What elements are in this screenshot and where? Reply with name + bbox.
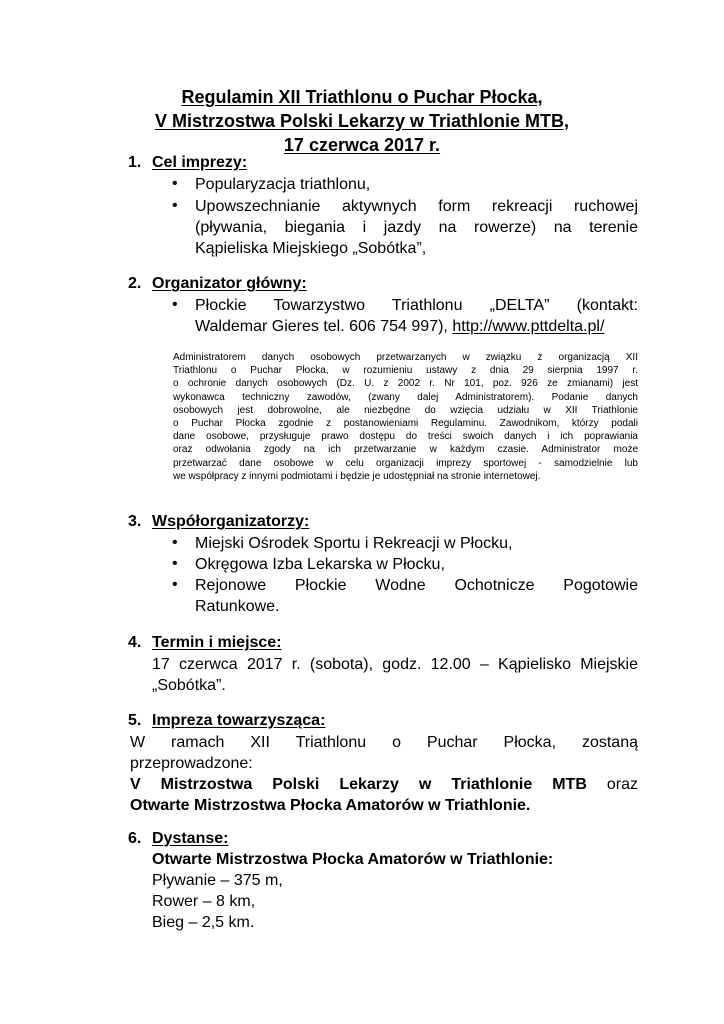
- bold-event-name: V Mistrzostwa Polski Lekarzy w Triathlonie MTB: [130, 776, 587, 793]
- section-5-body: [130, 732, 638, 816]
- bullet-icon: •: [172, 576, 178, 593]
- body-line: [152, 849, 638, 870]
- bullet-icon: •: [172, 197, 178, 214]
- bullet-text-line: Kąpieliska Miejskiego „Sobótka”,: [195, 240, 427, 257]
- section-4-number: 4.: [128, 634, 142, 651]
- privacy-notice: [173, 351, 638, 483]
- contact-text: Waldemar Gieres tel. 606 754 997),: [195, 318, 453, 335]
- section-4-body: [152, 654, 638, 696]
- privacy-line: wykonawca techniczny zawodów, (zwany dalej Administratorem). Podanie danych: [173, 391, 638, 403]
- section-1-number: 1.: [128, 154, 142, 171]
- privacy-line: dane osobowe, przysługuje prawo dostępu do treści swoich danych i ich poprawiania: [173, 431, 638, 443]
- bullet-text-line: Ratunkowe.: [195, 598, 280, 615]
- privacy-line: oraz odwołania zgody na ich przetwarzanie w każdym czasie. Administrator może: [173, 444, 638, 456]
- section-1-bullet-1: [195, 174, 638, 195]
- bullet-text-line: (pływania, biegania i jazdy na rowerze) na terenie: [195, 219, 638, 236]
- section-2-heading: Organizator główny:: [152, 275, 307, 292]
- website-link[interactable]: http://www.pttdelta.pl/: [452, 318, 605, 335]
- distance-subheading: Otwarte Mistrzostwa Płocka Amatorów w Triathlonie:: [152, 851, 554, 868]
- section-3-heading: Współorganizatorzy:: [152, 513, 310, 530]
- privacy-line: we współpracy z innymi podmiotami i będzie je udostępniał na stronie internetowej.: [173, 470, 541, 482]
- privacy-line: osobowych jest dobrowolne, ale niezbędne do wzięcia udziału w XII Triathlonie: [173, 404, 638, 416]
- bullet-text: Popularyzacja triathlonu,: [195, 176, 371, 193]
- bullet-text-line: Płockie Towarzystwo Triathlonu „DELTA” (kontakt:: [195, 297, 638, 314]
- title-line-2: V Mistrzostwa Polski Lekarzy w Triathlonie MTB,: [154, 111, 570, 131]
- distance-swim: Pływanie – 375 m,: [152, 872, 283, 889]
- section-2-bullet-1: [195, 295, 638, 337]
- body-text: oraz: [586, 776, 639, 793]
- body-line: 17 czerwca 2017 r. (sobota), godz. 12.00 – Kąpielisko Miejskie: [152, 656, 638, 673]
- section-6-heading: Dystanse:: [152, 830, 229, 847]
- body-line: [130, 774, 638, 795]
- privacy-line: o Puchar Płocka zgodnie z postanowieniami Regulaminu. Zawodnikom, którzy podali: [173, 418, 638, 430]
- section-3-number: 3.: [128, 513, 142, 530]
- section-3-bullet-1: [195, 533, 638, 554]
- section-5-number: 5.: [128, 712, 142, 729]
- body-line: [130, 795, 638, 816]
- section-2-number: 2.: [128, 275, 142, 292]
- privacy-line: przetwarzać dane osobowe w celu organizacji imprezy sportowej - samodzielnie lub: [173, 457, 638, 469]
- bold-event-name: Otwarte Mistrzostwa Płocka Amatorów w Triathlonie.: [130, 797, 531, 814]
- section-1-heading: Cel imprezy:: [152, 154, 248, 171]
- distance-bike: Rower – 8 km,: [152, 893, 256, 910]
- bullet-icon: •: [172, 175, 178, 192]
- bullet-text: Miejski Ośrodek Sportu i Rekreacji w Płocku,: [195, 535, 513, 552]
- section-5-heading: Impreza towarzysząca:: [152, 712, 326, 729]
- section-6-number: 6.: [128, 830, 142, 847]
- body-line: przeprowadzone:: [130, 755, 253, 772]
- bullet-icon: •: [172, 534, 178, 551]
- section-4-heading: Termin i miejsce:: [152, 634, 282, 651]
- title-line-1: Regulamin XII Triathlonu o Puchar Płocka,: [181, 87, 543, 107]
- body-line: W ramach XII Triathlonu o Puchar Płocka, zostaną: [130, 734, 638, 751]
- bullet-icon: •: [172, 296, 178, 313]
- bullet-text-line: [195, 316, 638, 337]
- section-3-bullet-2: [195, 554, 638, 575]
- distance-run: Bieg – 2,5 km.: [152, 914, 255, 931]
- bullet-text-line: Upowszechnianie aktywnych form rekreacji ruchowej: [195, 198, 638, 215]
- section-3-bullet-3: [195, 575, 638, 617]
- bullet-icon: •: [172, 555, 178, 572]
- title-line-3: 17 czerwca 2017 r.: [283, 135, 441, 155]
- bullet-text-line: Rejonowe Płockie Wodne Ochotnicze Pogotowie: [195, 577, 638, 594]
- body-line: „Sobótka”.: [152, 677, 226, 694]
- privacy-line: o ochronie danych osobowych (Dz. U. z 2002 r. Nr 101, poz. 926 ze zmianami) jest: [173, 378, 638, 390]
- privacy-line: Triathlonu o Puchar Płocka, w rozumieniu ustawy z dnia 29 sierpnia 1997 r.: [173, 365, 638, 377]
- bullet-text: Okręgowa Izba Lekarska w Płocku,: [195, 556, 445, 573]
- privacy-line: Administratorem danych osobowych przetwarzanych w związku z organizacją XII: [173, 352, 638, 363]
- section-1-bullet-2: [195, 196, 638, 259]
- section-6-body: [152, 849, 638, 933]
